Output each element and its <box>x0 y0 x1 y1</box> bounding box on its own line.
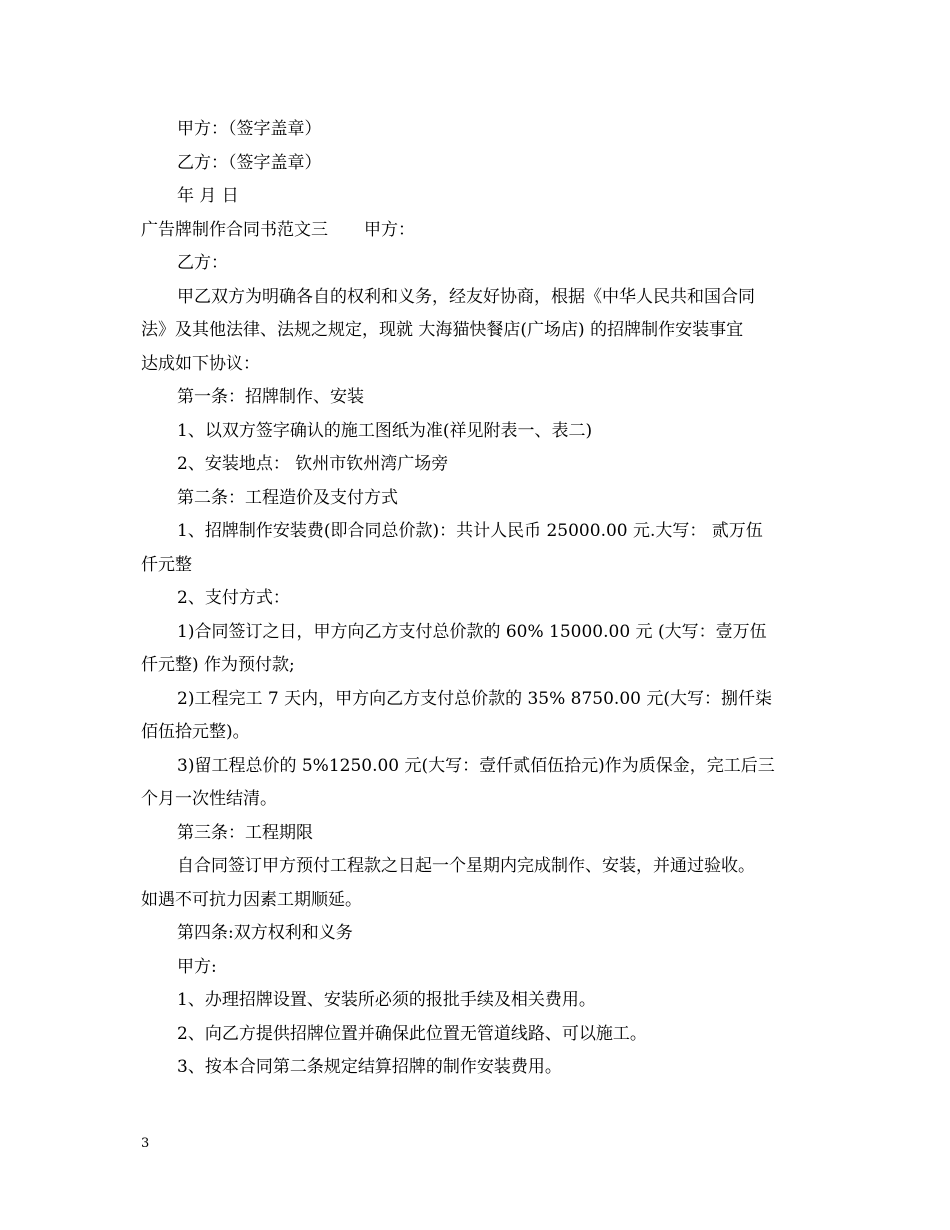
article-3-heading: 第三条：工程期限 <box>177 822 313 843</box>
paragraph-line: 个月一次性结清。 <box>141 789 277 809</box>
page-number: 3 <box>141 1136 150 1151</box>
paragraph-line: 仟元整) 作为预付款; <box>141 655 295 675</box>
party-b-signature-line: 乙方：（签字盖章） <box>177 152 322 173</box>
article-1-heading: 第一条：招牌制作、安装 <box>177 387 364 407</box>
contract-title-line <box>141 214 813 248</box>
paragraph-line: 佰伍拾元整)。 <box>141 722 250 742</box>
paragraph-line: 1、招牌制作安装费(即合同总价款)：共计人民币 25000.00 元.大写： 贰万伍 <box>177 521 763 541</box>
document-body <box>141 113 813 1085</box>
paragraph-line: 甲乙双方为明确各自的权利和义务，经友好协商，根据《中华人民共和国合同 <box>177 286 755 307</box>
paragraph-line: 3、按本合同第二条规定结算招牌的制作安装费用。 <box>177 1057 562 1077</box>
party-b-label: 乙方： <box>177 253 228 273</box>
paragraph-line: 法》及其他法律、法规之规定，现就 大海猫快餐店(广场店) 的招牌制作安装事宜 <box>141 320 744 340</box>
paragraph-line: 仟元整 <box>141 554 192 575</box>
paragraph-line: 如遇不可抗力因素工期顺延。 <box>141 889 362 910</box>
paragraph-line: 2、向乙方提供招牌位置并确保此位置无管道线路、可以施工。 <box>177 1023 647 1044</box>
paragraph-line: 2、安装地点： 钦州市钦州湾广场旁 <box>177 454 449 474</box>
article-2-heading: 第二条：工程造价及支付方式 <box>177 487 398 508</box>
party-a-subheading: 甲方: <box>177 956 217 977</box>
paragraph-line: 自合同签订甲方预付工程款之日起一个星期内完成制作、安装，并通过验收。 <box>177 856 755 876</box>
party-a-label: 甲方： <box>364 219 415 240</box>
paragraph-line: 3)留工程总价的 5%1250.00 元(大写：壹仟贰佰伍拾元)作为质保金，完工后三 <box>177 755 775 776</box>
paragraph-line: 1、办理招牌设置、安装所必须的报批手续及相关费用。 <box>177 990 596 1010</box>
article-4-heading: 第四条:双方权利和义务 <box>177 923 353 943</box>
party-a-signature-line: 甲方：（签字盖章） <box>177 119 322 139</box>
paragraph-line: 1、以双方签字确认的施工图纸为准(祥见附表一、表二) <box>177 420 593 441</box>
contract-title: 广告牌制作合同书范文三 <box>141 219 328 240</box>
paragraph-line: 2、支付方式： <box>177 588 290 608</box>
paragraph-line: 2)工程完工 7 天内，甲方向乙方支付总价款的 35% 8750.00 元(大写：捌仟柒 <box>177 688 772 709</box>
paragraph-line: 1)合同签订之日，甲方向乙方支付总价款的 60% 15000.00 元 (大写：壹万伍 <box>177 621 767 642</box>
date-line: 年 月 日 <box>177 186 239 206</box>
paragraph-line: 达成如下协议： <box>141 353 260 374</box>
